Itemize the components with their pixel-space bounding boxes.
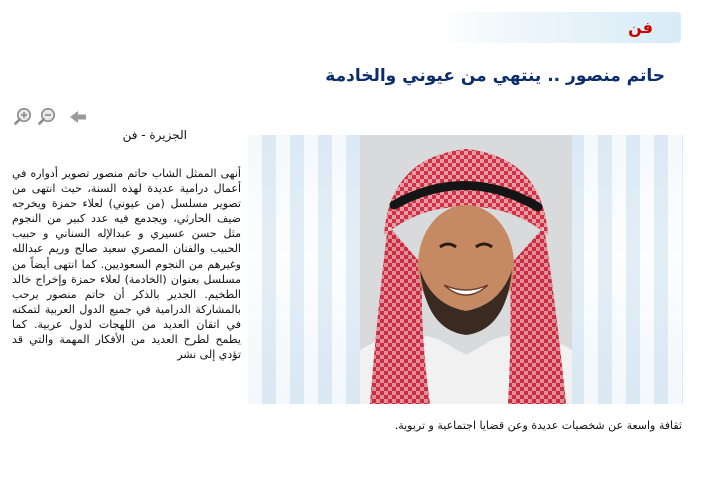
- zoom-out-icon[interactable]: [38, 107, 56, 125]
- zoom-in-icon[interactable]: [14, 107, 32, 125]
- article-body: أنهى الممثل الشاب حاتم منصور تصوير أدواره في أعمال درامية عديدة لهذه السنة، حيث انتهى من تصوير مسلسل (من عيوني) لعلاء حمزة ويخرجه ضيف الحارثي، ويجدمع فيه عدد كبير من النجوم مثل حسن عسيري و عبدالإله السناني و حبيب الحبيب والفنان المصري سعيد صالح وريم عبدالله وغيرهم من النجوم السعوديين. كما انتهى أيضاً من مسلسل بعنوان (الخادمة) لعلاء حمزة وإخراج خالد الطخيم. الجدير بالذكر أن حاتم منصور يرحب بالمشاركة الدرامية في جميع الدول العربية لتمكنه في اتقان العديد من اللهجات لدول عربية. كما يطمح لطرح العديد من الأفكار المهمة والتي قد تؤدي إلى نشر: [12, 167, 241, 362]
- section-label[interactable]: فن: [628, 18, 653, 37]
- article-source: الجزيرة - فن: [122, 128, 187, 142]
- section-tab[interactable]: [435, 12, 681, 43]
- photo-caption: ثقافة واسعة عن شخصيات عديدة وعن قضايا اجتماعية و تربوية.: [394, 419, 682, 432]
- article-title: حاتم منصور .. ينتهي من عيوني والخادمة: [325, 66, 665, 86]
- portrait: [360, 135, 572, 404]
- article-photo: [248, 135, 683, 404]
- back-arrow-icon[interactable]: [69, 109, 87, 127]
